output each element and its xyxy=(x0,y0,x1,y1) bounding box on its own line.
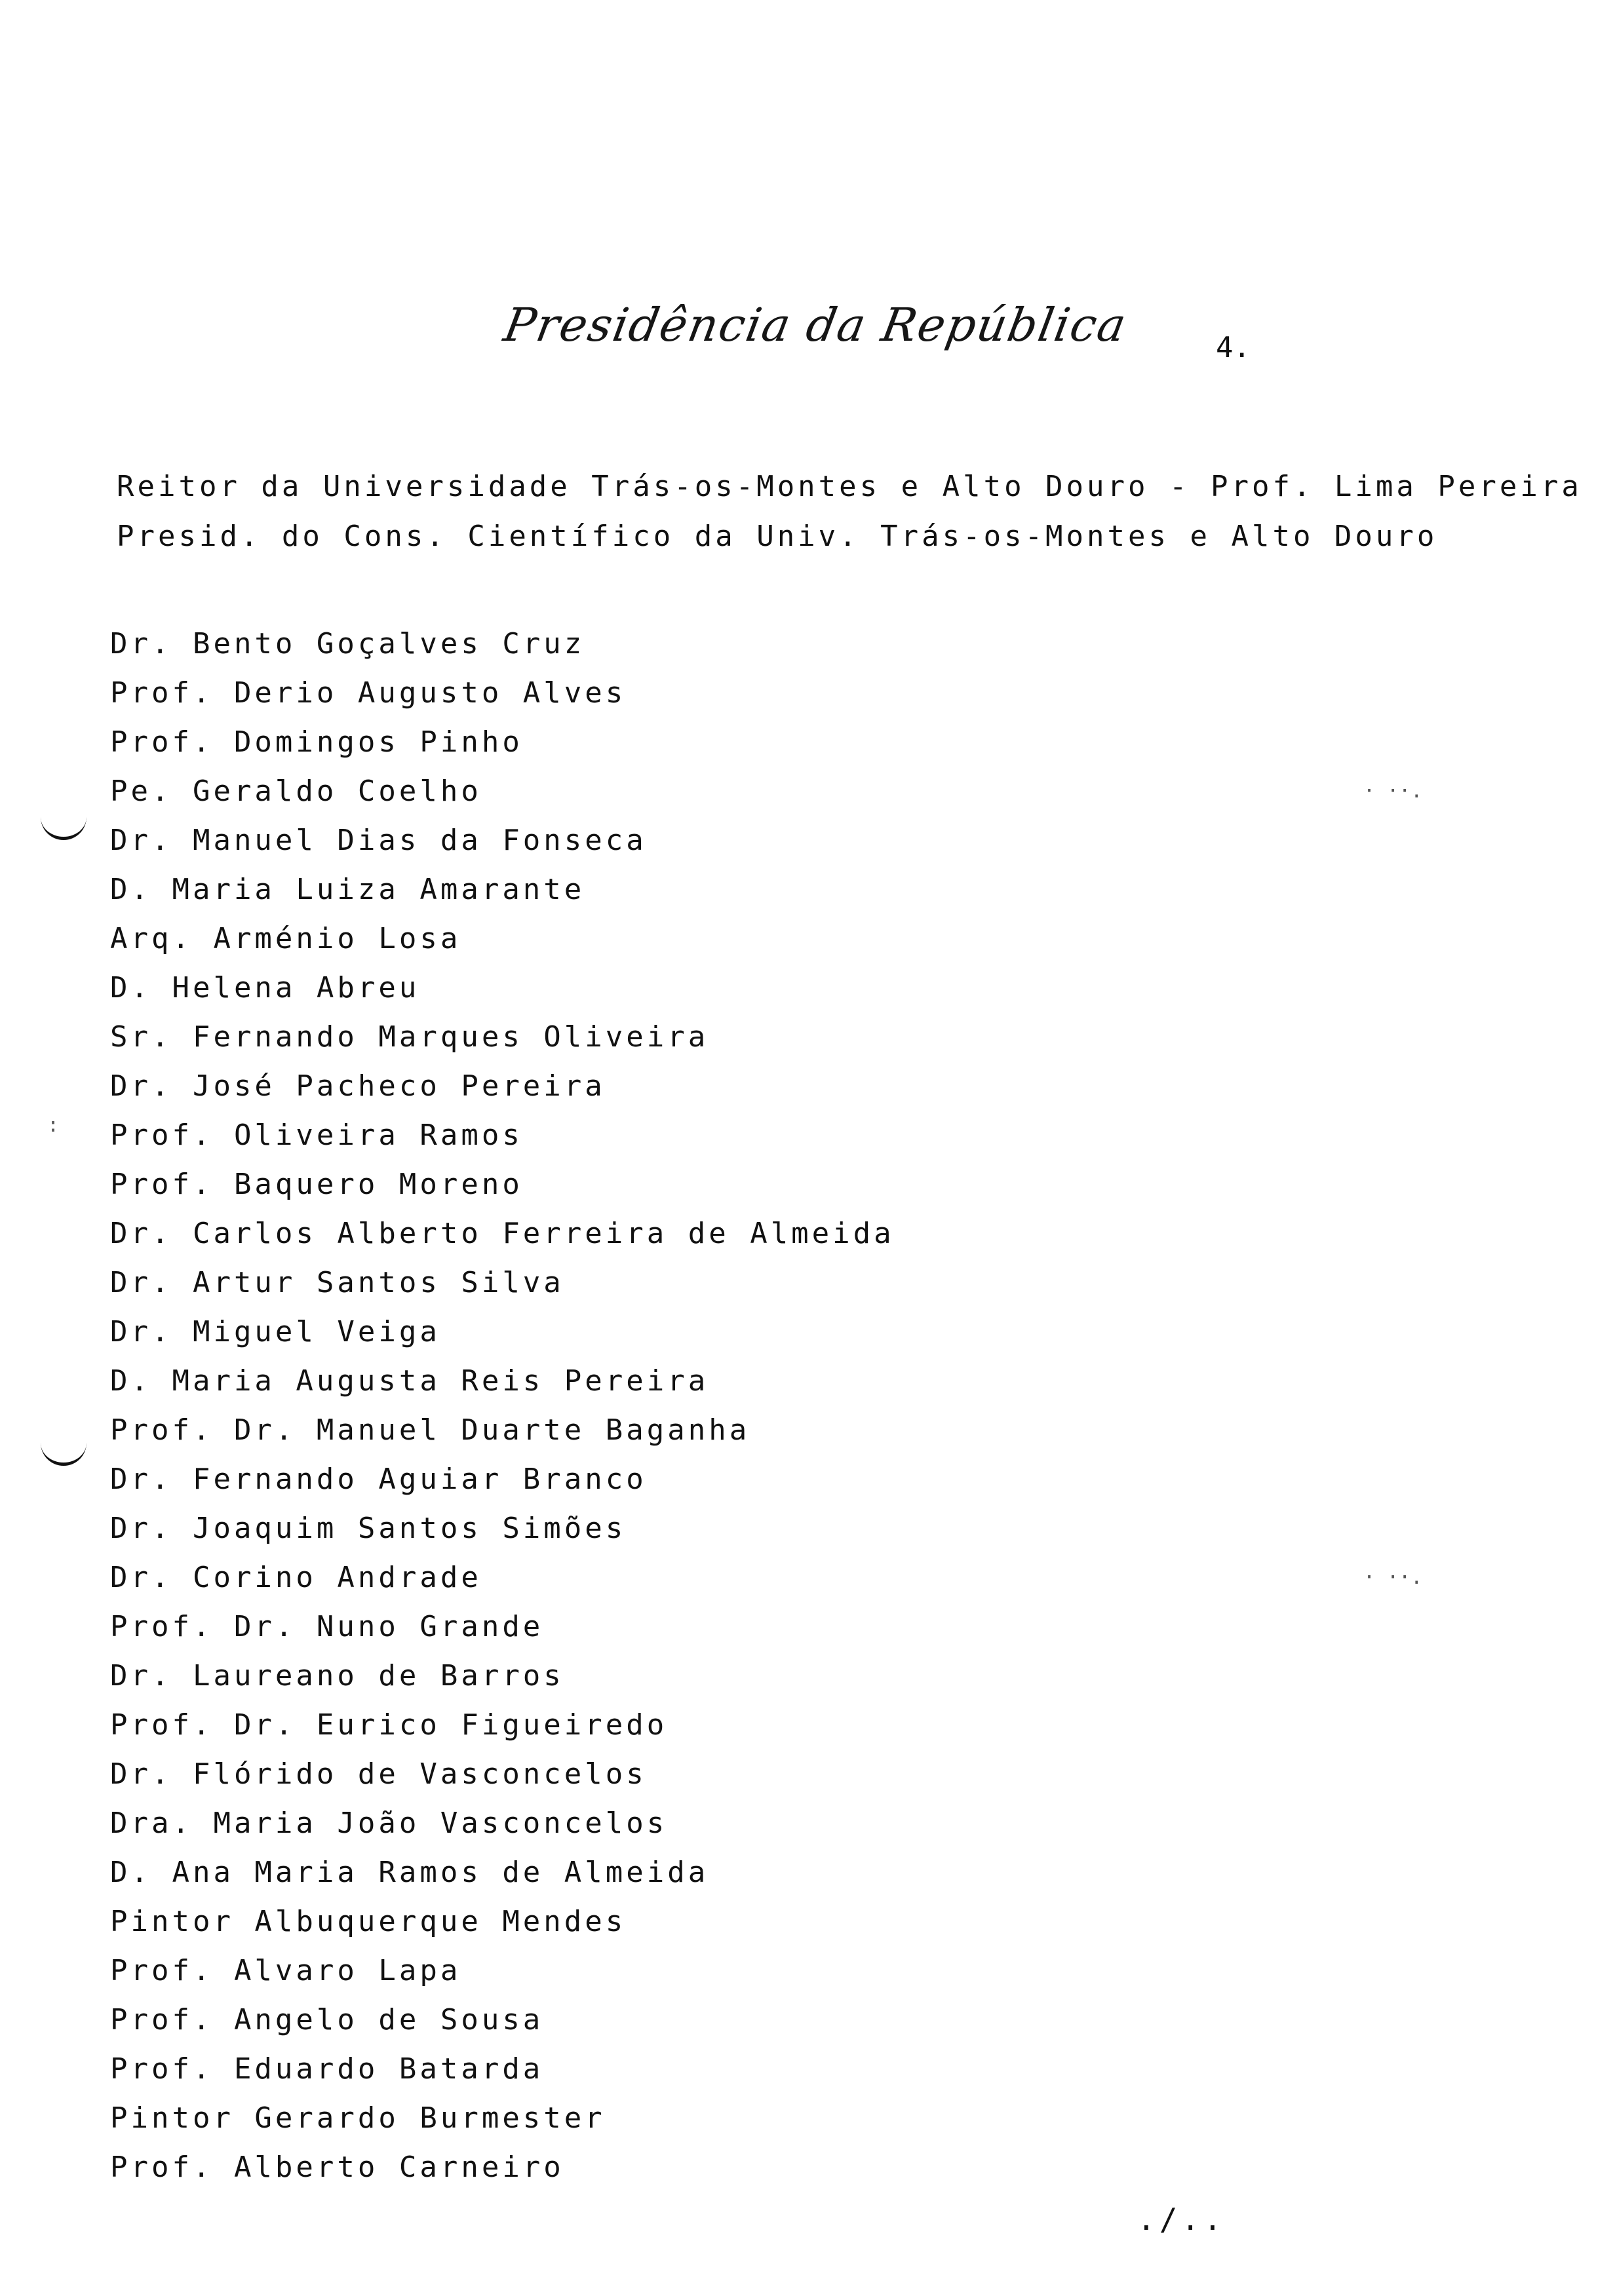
list-item: Prof. Eduardo Batarda xyxy=(110,2052,544,2086)
list-item: Dr. Carlos Alberto Ferreira de Almeida xyxy=(110,1217,895,1250)
list-item: Dr. Artur Santos Silva xyxy=(110,1266,564,1299)
list-item: Dr. Laureano de Barros xyxy=(110,1659,564,1693)
list-item: Prof. Dr. Manuel Duarte Baganha xyxy=(110,1413,750,1447)
scan-speck: · ··. xyxy=(1363,780,1423,803)
guest-list xyxy=(110,619,895,2192)
intro-block xyxy=(117,462,1582,562)
list-item: Dr. Manuel Dias da Fonseca xyxy=(110,824,647,857)
handwritten-check-mark xyxy=(41,1442,87,1466)
list-item: Dr. Joaquim Santos Simões xyxy=(110,1512,627,1545)
list-item: Prof. Domingos Pinho xyxy=(110,725,523,759)
list-item: Dr. Bento Goçalves Cruz xyxy=(110,627,585,660)
list-item: Dr. José Pacheco Pereira xyxy=(110,1069,606,1103)
list-item: Prof. Angelo de Sousa xyxy=(110,2003,544,2037)
page-number: 4. xyxy=(1216,331,1251,364)
list-item: D. Ana Maria Ramos de Almeida xyxy=(110,1856,709,1889)
list-item: Prof. Alberto Carneiro xyxy=(110,2151,564,2184)
list-item: Prof. Dr. Eurico Figueiredo xyxy=(110,1708,668,1742)
scan-speck: · ··. xyxy=(1363,1566,1423,1589)
list-item: Dr. Corino Andrade xyxy=(110,1561,482,1594)
intro-line-rector: Reitor da Universidade Trás-os-Montes e Alto Douro - Prof. Lima Pereira xyxy=(117,470,1582,503)
list-item: Prof. Alvaro Lapa xyxy=(110,1954,461,1987)
list-item: Dra. Maria João Vasconcelos xyxy=(110,1807,668,1840)
list-item: Pe. Geraldo Coelho xyxy=(110,775,482,808)
list-item: Sr. Fernando Marques Oliveira xyxy=(110,1020,709,1054)
list-item: D. Maria Augusta Reis Pereira xyxy=(110,1364,709,1398)
intro-line-council-president: Presid. do Cons. Científico da Univ. Trás-os-Montes e Alto Douro xyxy=(117,520,1438,553)
list-item: Arq. Arménio Losa xyxy=(110,922,461,955)
list-item: Prof. Baquero Moreno xyxy=(110,1168,523,1201)
list-item: Pintor Gerardo Burmester xyxy=(110,2101,606,2135)
list-item: Prof. Dr. Nuno Grande xyxy=(110,1610,544,1643)
list-item: Prof. Derio Augusto Alves xyxy=(110,676,627,710)
list-item: Dr. Fernando Aguiar Branco xyxy=(110,1463,647,1496)
list-item: Dr. Miguel Veiga xyxy=(110,1315,440,1349)
continuation-mark: ./.. xyxy=(1137,2202,1226,2237)
scan-speck: : xyxy=(47,1114,60,1137)
list-item: Dr. Flórido de Vasconcelos xyxy=(110,1757,647,1791)
list-item: D. Helena Abreu xyxy=(110,971,420,1004)
list-item: D. Maria Luiza Amarante xyxy=(110,873,585,906)
list-item: Pintor Albuquerque Mendes xyxy=(110,1905,627,1938)
handwritten-check-mark xyxy=(41,816,87,840)
letterhead-title: Presidência da República xyxy=(499,298,1131,352)
list-item: Prof. Oliveira Ramos xyxy=(110,1119,523,1152)
